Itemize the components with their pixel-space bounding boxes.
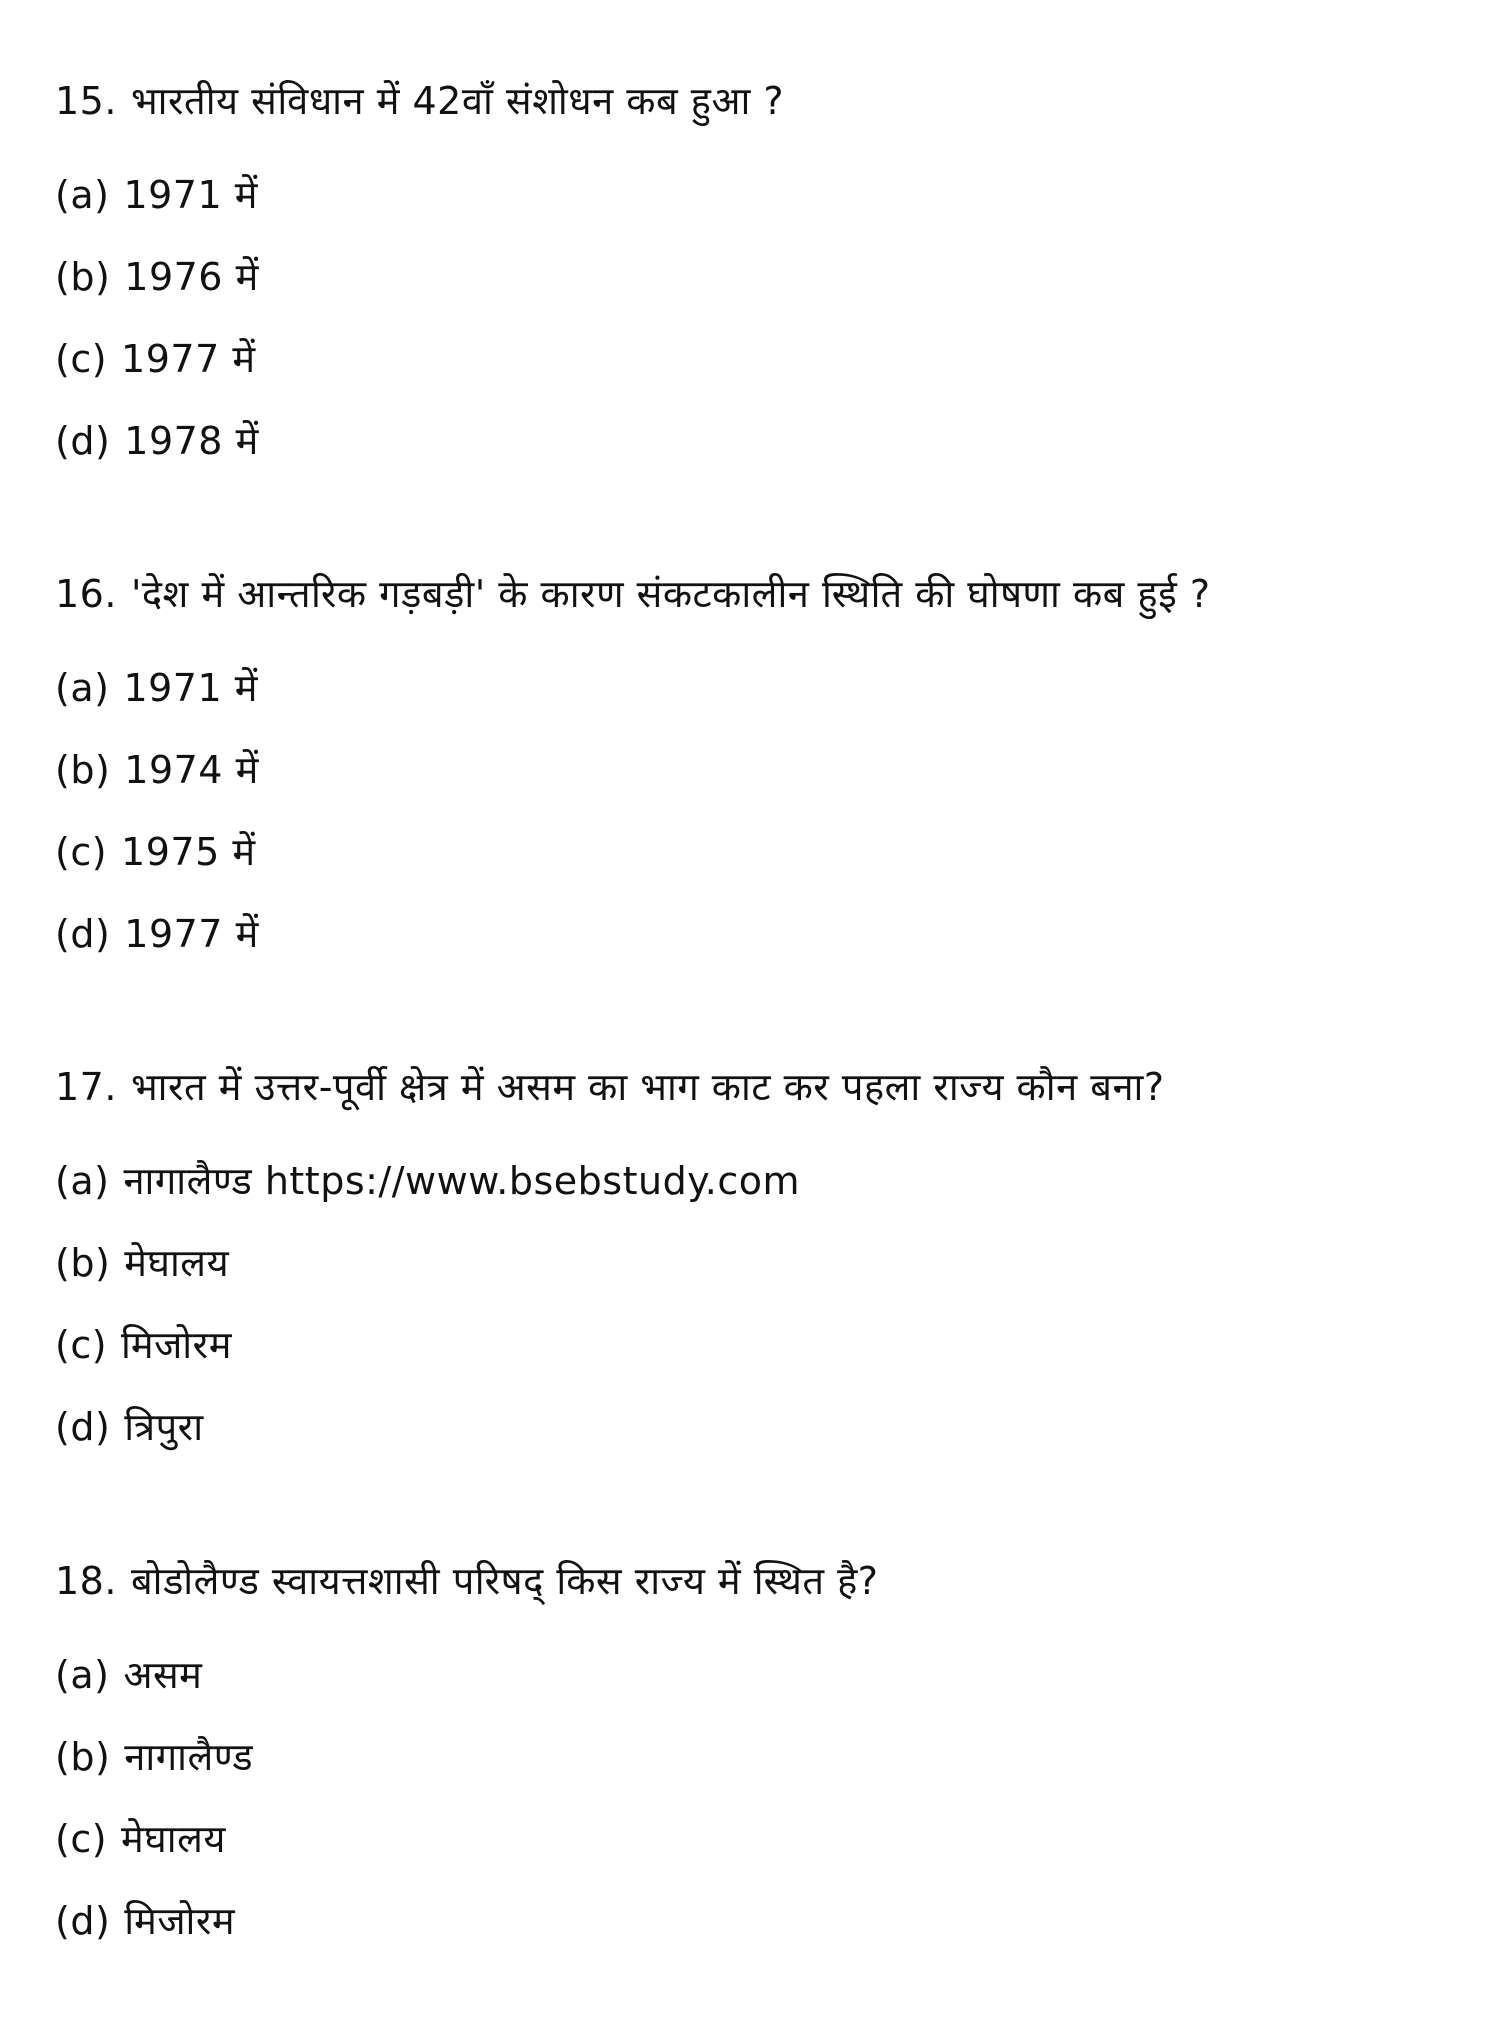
option-letter: (c) <box>55 337 108 381</box>
option-letter: (d) <box>55 419 111 463</box>
question-17 <box>55 1058 1455 1468</box>
question-16 <box>55 565 1455 975</box>
option-text: 1971 में <box>123 173 258 217</box>
option-b <box>55 1222 1455 1304</box>
question-number: 17. <box>55 1065 117 1109</box>
option-letter: (b) <box>55 748 111 792</box>
option-c <box>55 1304 1455 1386</box>
option-text: मेघालय <box>124 1241 230 1285</box>
question-text-line <box>55 1552 1455 1610</box>
option-letter: (a) <box>55 173 110 217</box>
option-d <box>55 1880 1455 1962</box>
option-c <box>55 318 1455 400</box>
question-number: 16. <box>55 572 117 616</box>
question-text-line <box>55 1058 1455 1116</box>
option-text: नागालैण्ड <box>124 1735 254 1779</box>
question-15 <box>55 72 1455 482</box>
option-letter: (b) <box>55 1241 111 1285</box>
option-letter: (d) <box>55 1899 111 1943</box>
option-c <box>55 811 1455 893</box>
option-text: 1971 में <box>123 666 258 710</box>
option-text: 1977 में <box>124 912 259 956</box>
option-letter: (a) <box>55 666 110 710</box>
option-d <box>55 893 1455 975</box>
option-a <box>55 154 1455 236</box>
question-18 <box>55 1552 1455 1962</box>
option-c <box>55 1798 1455 1880</box>
question-text: बोडोलैण्ड स्वायत्तशासी परिषद् किस राज्य में स्थित है? <box>130 1559 879 1603</box>
option-letter: (d) <box>55 1405 111 1449</box>
question-number: 15. <box>55 79 117 123</box>
option-text: नागालैण्ड https://www.bsebstudy.com <box>123 1159 800 1203</box>
question-text-line <box>55 565 1455 623</box>
question-text: भारतीय संविधान में 42वाँ संशोधन कब हुआ ? <box>130 79 785 123</box>
option-text: मेघालय <box>121 1817 226 1861</box>
question-text: भारत में उत्तर-पूर्वी क्षेत्र में असम का भाग काट कर पहला राज्य कौन बना? <box>130 1065 1165 1109</box>
option-d <box>55 1386 1455 1468</box>
option-text: मिजोरम <box>124 1899 236 1943</box>
option-text: 1975 में <box>121 830 256 874</box>
option-a <box>55 1634 1455 1716</box>
option-text: 1978 में <box>124 419 259 463</box>
option-a <box>55 647 1455 729</box>
option-letter: (c) <box>55 1323 108 1367</box>
option-text: 1977 में <box>121 337 256 381</box>
option-a <box>55 1140 1455 1222</box>
option-letter: (b) <box>55 255 111 299</box>
option-letter: (b) <box>55 1735 111 1779</box>
option-text: 1976 में <box>124 255 259 299</box>
option-b <box>55 729 1455 811</box>
option-letter: (c) <box>55 830 108 874</box>
option-letter: (a) <box>55 1653 110 1697</box>
question-text: 'देश में आन्तरिक गड़बड़ी' के कारण संकटकालीन स्थिति की घोषणा कब हुई ? <box>130 572 1211 616</box>
question-text-line <box>55 72 1455 130</box>
option-letter: (a) <box>55 1159 110 1203</box>
option-text: त्रिपुरा <box>124 1405 204 1449</box>
option-d <box>55 400 1455 482</box>
option-letter: (d) <box>55 912 111 956</box>
option-b <box>55 236 1455 318</box>
option-text: 1974 में <box>124 748 259 792</box>
option-letter: (c) <box>55 1817 108 1861</box>
question-number: 18. <box>55 1559 117 1603</box>
option-text: असम <box>123 1653 203 1697</box>
option-text: मिजोरम <box>121 1323 232 1367</box>
option-b <box>55 1716 1455 1798</box>
